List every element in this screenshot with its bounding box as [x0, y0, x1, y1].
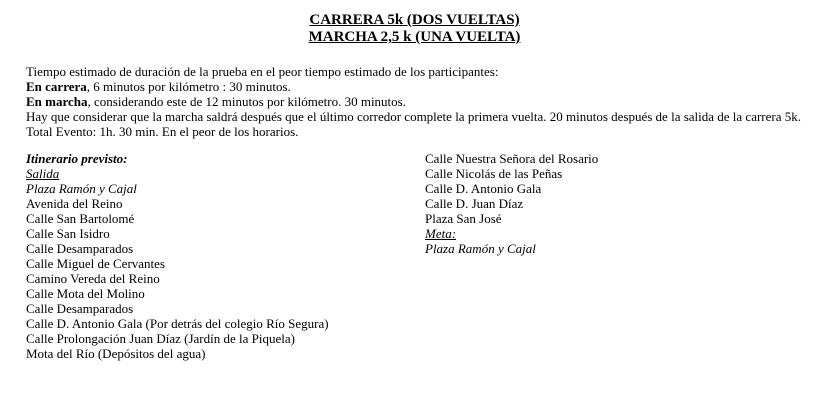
itinerary-left-column: [26, 151, 329, 361]
finish-place: Plaza Ramón y Cajal: [425, 241, 536, 256]
street-item: Plaza San José: [425, 211, 502, 226]
street-item: Avenida del Reino: [26, 196, 123, 211]
street-item: Calle Nuestra Señora del Rosario: [425, 151, 599, 166]
title-carrera: CARRERA 5k (DOS VUELTAS): [309, 12, 520, 28]
start-place: Plaza Ramón y Cajal: [26, 181, 137, 196]
street-item: Calle Mota del Molino: [26, 286, 145, 301]
document-titles: [0, 12, 839, 46]
title-marcha: MARCHA 2,5 k (UNA VUELTA): [308, 29, 521, 45]
itinerary-right-column: [425, 151, 598, 256]
street-item: Calle Desamparados: [26, 241, 134, 256]
street-item: Calle D. Juan Díaz: [425, 196, 524, 211]
intro-line-marcha: [26, 94, 826, 109]
marcha-detail: , considerando este de 12 minutos por kilómetro. 30 minutos.: [87, 94, 406, 109]
street-item: Calle D. Antonio Gala: [425, 181, 542, 196]
intro-section: [26, 64, 826, 139]
intro-line-estimate: Tiempo estimado de duración de la prueba en el peor tiempo estimado de los participantes:: [26, 64, 499, 79]
street-item: Calle Desamparados: [26, 301, 134, 316]
street-item: Calle D. Antonio Gala (Por detrás del colegio Río Segura): [26, 316, 329, 331]
carrera-label: En carrera: [26, 79, 87, 94]
itinerary-heading: Itinerario previsto:: [26, 151, 128, 166]
start-label: Salida: [26, 166, 60, 181]
street-item: Camino Vereda del Reino: [26, 271, 160, 286]
intro-line-note: Hay que considerar que la marcha saldrá después que el último corredor complete la primera vuelta. 20 minutos después de la salida de la carrera 5k.: [26, 109, 802, 124]
finish-label: Meta:: [425, 226, 457, 241]
intro-line-total: Total Evento: 1h. 30 min. En el peor de los horarios.: [26, 124, 299, 139]
intro-line-carrera: [26, 79, 826, 94]
street-item: Calle San Isidro: [26, 226, 110, 241]
street-item: Calle San Bartolomé: [26, 211, 135, 226]
street-item: Calle Miguel de Cervantes: [26, 256, 165, 271]
carrera-detail: , 6 minutos por kilómetro : 30 minutos.: [86, 79, 291, 94]
street-item: Calle Prolongación Juan Díaz (Jardín de la Piquela): [26, 331, 295, 346]
street-item: Calle Nicolás de las Peñas: [425, 166, 563, 181]
street-item: Mota del Río (Depósitos del agua): [26, 346, 206, 361]
marcha-label: En marcha: [26, 94, 88, 109]
